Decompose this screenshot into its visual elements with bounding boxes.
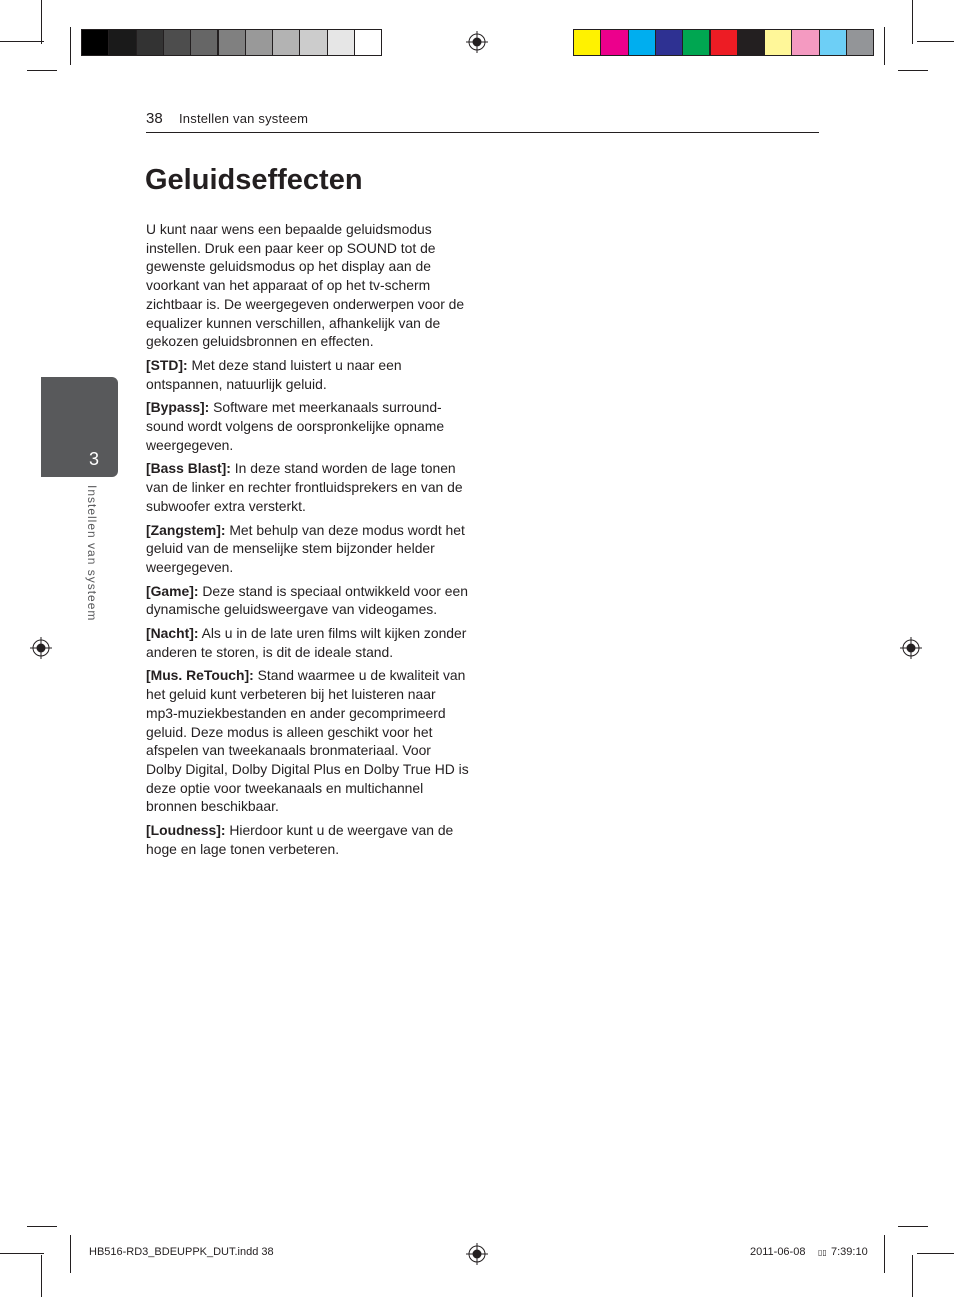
mode-description: Als u in de late uren films wilt kijken zonder anderen te storen, is dit de ideale stand. (146, 625, 467, 660)
crop-mark-top-left-h2 (27, 70, 57, 71)
gray-swatch (164, 30, 190, 55)
header-rule (146, 132, 819, 133)
mode-description: Deze stand is speciaal ontwikkeld voor een dynamische geluidsweergave van videogames. (146, 582, 468, 618)
crop-mark-bottom-right-v2 (884, 1235, 885, 1273)
chapter-number: 3 (89, 449, 100, 469)
mode-list (146, 356, 470, 859)
page-title: Geluidseffecten (145, 164, 363, 196)
color-swatch (683, 30, 709, 55)
gray-swatch (300, 30, 326, 55)
crop-mark-bottom-right-v (912, 1255, 913, 1297)
crop-mark-top-left-v (41, 0, 42, 44)
mode-label: [Bass Blast]: (146, 460, 231, 477)
crop-mark-bottom-left-h2 (27, 1226, 57, 1227)
crop-mark-top-right-v2 (884, 27, 885, 65)
gray-swatch (328, 30, 354, 55)
crop-mark-top-right-v (912, 0, 913, 44)
mode-label: [Nacht]: (146, 625, 199, 642)
mode-label: [Loudness]: (146, 822, 226, 839)
crop-mark-bottom-left-v (41, 1255, 42, 1297)
page-number: 38 (146, 110, 163, 127)
mode-description: Software met meerkanaals surround-sound wordt volgens de oorspronkelijke opname weergegeven. (146, 399, 445, 453)
crop-mark-bottom-right-h2 (898, 1226, 928, 1227)
crop-mark-bottom-left-h (0, 1253, 44, 1254)
mode-label: [Bypass]: (146, 399, 210, 416)
slug-date: 2011-06-08 (750, 1246, 806, 1258)
color-swatch (711, 30, 737, 55)
gray-swatch (273, 30, 299, 55)
crop-mark-bottom-left-v2 (70, 1235, 71, 1273)
registration-mark-icon (900, 637, 922, 659)
color-swatch (629, 30, 655, 55)
mode-paragraph (146, 521, 470, 577)
color-swatch (601, 30, 627, 55)
gray-swatch (109, 30, 135, 55)
gray-swatch (246, 30, 272, 55)
running-head: Instellen van systeem (179, 111, 309, 126)
crop-mark-top-left-v2 (70, 27, 71, 65)
slug-filename: HB516-RD3_BDEUPPK_DUT.indd 38 (89, 1246, 274, 1258)
mode-label: [Mus. ReTouch]: (146, 667, 254, 684)
color-swatch (820, 30, 846, 55)
crop-mark-bottom-right-h (917, 1253, 954, 1254)
registration-mark-icon (466, 1243, 488, 1265)
color-swatch (738, 30, 764, 55)
mode-paragraph (146, 459, 470, 515)
mode-paragraph (146, 398, 470, 454)
mode-description: Stand waarmee u de kwaliteit van het geluid kunt verbeteren bij het luisteren naar mp3-muziekbestanden en ander gecomprimeerd geluid. Deze modus is alleen geschikt voor het afspelen van tweekanaals bronmateriaal. Voor Dolby Digital, Dolby Digital Plus en Dolby True HD is deze optie voor tweekanaals en multichannel bronnen beschikbaar. (146, 667, 469, 815)
intro-paragraph: U kunt naar wens een bepaalde geluidsmodus instellen. Druk een paar keer op SOUND tot de gewenste geluidsmodus op het display aan de voorkant van het apparaat of op het tv-scherm zichtbaar is. De weergegeven onderwerpen voor de equalizer kunnen verschillen, afhankelijk van de gekozen geluidsbronnen en effecten. (146, 221, 465, 350)
mode-description: Met behulp van deze modus wordt het geluid van de menselijke stem bijzonder helder weergegeven. (146, 521, 465, 575)
mode-description: Met deze stand luistert u naar een ontspannen, natuurlijk geluid. (146, 356, 402, 392)
chapter-tab (41, 377, 118, 477)
mode-paragraph (146, 624, 470, 661)
mode-paragraph (146, 666, 470, 816)
gray-swatch (82, 30, 108, 55)
chapter-tab-label: Instellen van systeem (85, 485, 99, 622)
mode-description: Hierdoor kunt u de weergave van de hoge en lage tonen verbeteren. (146, 822, 454, 857)
mode-label: [Zangstem]: (146, 521, 226, 538)
color-swatch (574, 30, 600, 55)
registration-mark-icon (30, 637, 52, 659)
mode-label: [STD]: (146, 356, 188, 373)
crop-mark-top-right-h2 (898, 70, 928, 71)
gray-swatch (191, 30, 217, 55)
gray-swatch (137, 30, 163, 55)
color-swatch (656, 30, 682, 55)
gray-swatch (219, 30, 245, 55)
gray-swatch (355, 30, 381, 55)
crop-mark-top-right-h (917, 41, 954, 42)
color-swatch (792, 30, 818, 55)
registration-mark-icon (466, 31, 488, 53)
slug-time-glyph: ▯▯ (818, 1248, 827, 1257)
body-text (146, 220, 470, 864)
mode-description: In deze stand worden de lage tonen van de linker en rechter frontluidsprekers en van de subwoofer extra versterkt. (146, 460, 463, 514)
mode-paragraph (146, 356, 470, 393)
color-swatch (765, 30, 791, 55)
mode-paragraph (146, 582, 470, 619)
crop-mark-top-left-h (0, 41, 44, 42)
mode-paragraph (146, 821, 470, 858)
mode-label: [Game]: (146, 582, 199, 599)
slug-time: 7:39:10 (831, 1246, 868, 1258)
color-swatch (847, 30, 873, 55)
